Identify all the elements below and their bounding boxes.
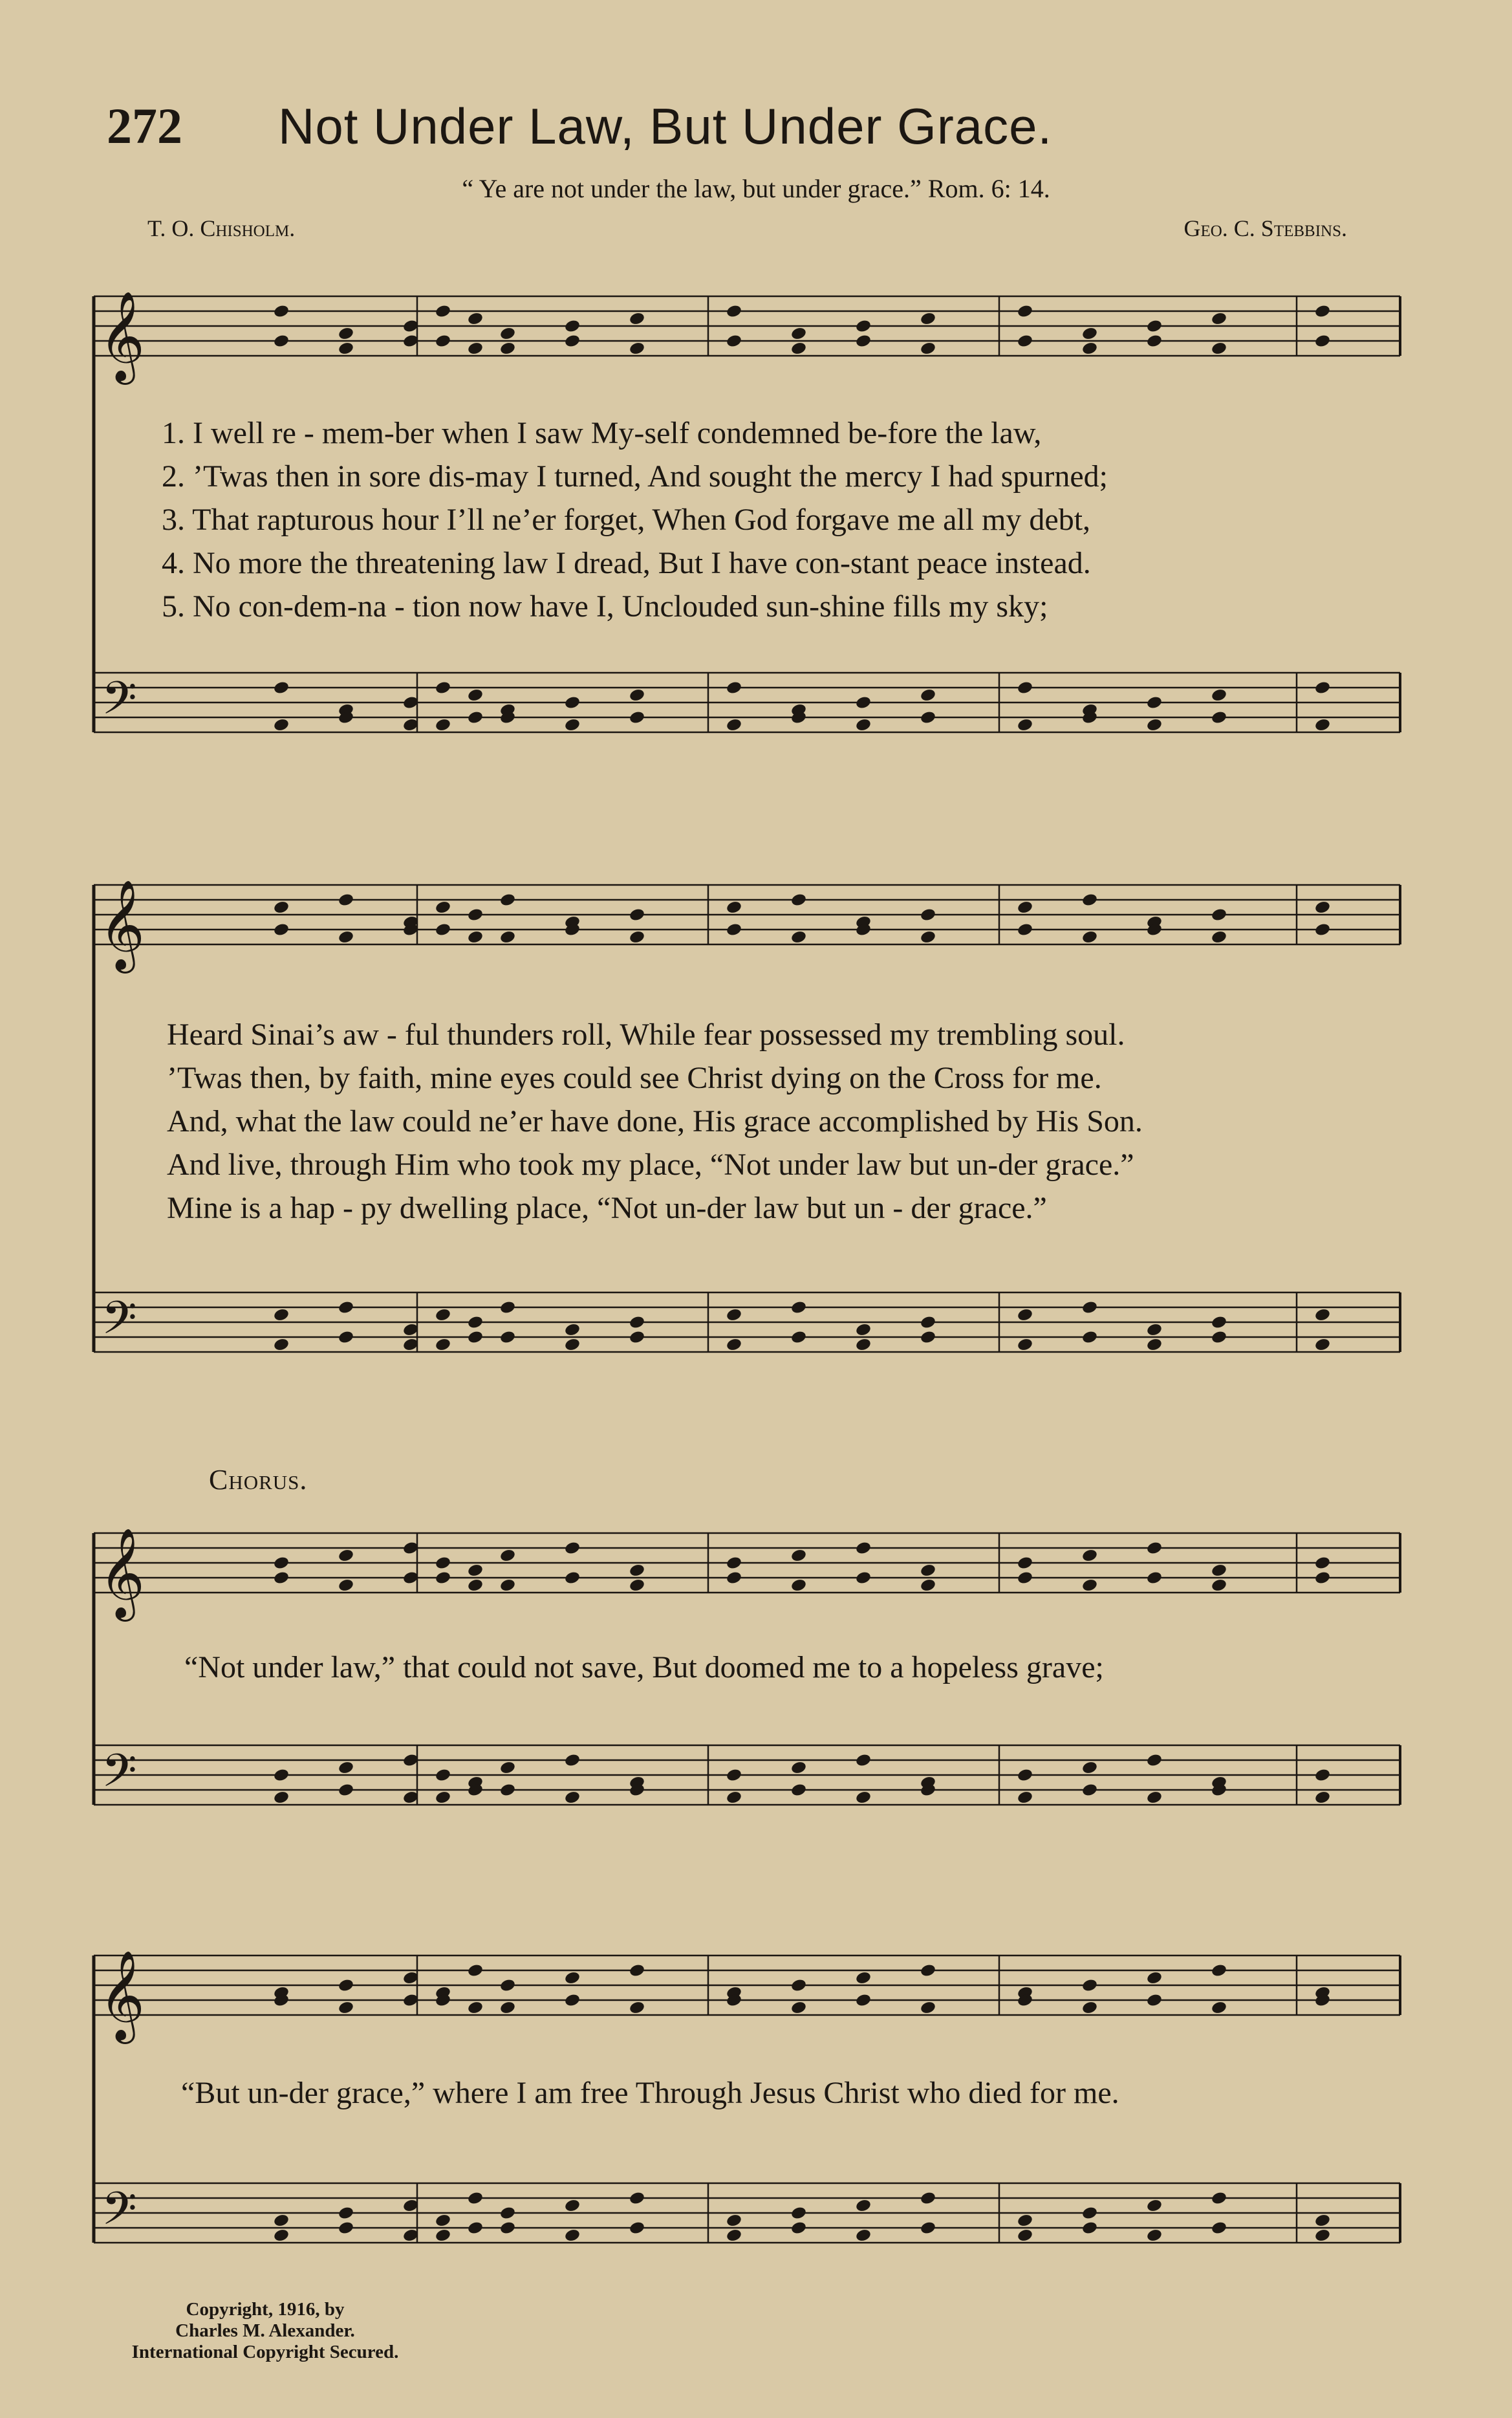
note-head bbox=[1211, 1315, 1227, 1330]
note-head bbox=[629, 908, 645, 922]
note-head bbox=[1081, 2000, 1098, 2015]
note-head bbox=[1081, 1330, 1098, 1345]
verse-2-part2: ’Twas then, by faith, mine eyes could see Christ dying on the Cross for me. bbox=[167, 1061, 1102, 1095]
note-head bbox=[435, 1337, 451, 1352]
note-head bbox=[467, 1563, 484, 1578]
note-head bbox=[920, 2221, 936, 2236]
note-head bbox=[790, 2206, 807, 2221]
note-head bbox=[1081, 1548, 1098, 1563]
note-head bbox=[1017, 1571, 1033, 1585]
verse-3-part1: 3. That rapturous hour I’ll ne’er forget, When God forgave me all my debt, bbox=[162, 503, 1091, 537]
note-head bbox=[467, 341, 484, 356]
note-head bbox=[1017, 334, 1033, 349]
note-head bbox=[726, 2213, 742, 2228]
note-head bbox=[467, 2191, 484, 2206]
verse-1-part1: 1. I well re - mem-ber when I saw My-self condemned be-fore the law, bbox=[162, 416, 1042, 450]
note-head bbox=[629, 1330, 645, 1345]
note-head bbox=[1211, 710, 1227, 725]
note-head bbox=[1146, 717, 1163, 732]
bass-clef-icon: 𝄢 bbox=[102, 1292, 137, 1356]
verse-5-part1: 5. No con-dem-na - tion now have I, Unclouded sun-shine fills my sky; bbox=[162, 589, 1048, 624]
note-head bbox=[1211, 311, 1227, 326]
note-head bbox=[1314, 900, 1331, 915]
note-head bbox=[790, 2000, 807, 2015]
note-head bbox=[726, 1337, 742, 1352]
note-head bbox=[1081, 1578, 1098, 1593]
note-head bbox=[920, 930, 936, 944]
note-head bbox=[499, 1578, 516, 1593]
note-head bbox=[499, 326, 516, 341]
note-head bbox=[726, 1307, 742, 1322]
note-head bbox=[273, 1571, 290, 1585]
note-head bbox=[629, 1563, 645, 1578]
chorus-line-2: “But un-der grace,” where I am free Through Jesus Christ who died for me. bbox=[181, 2076, 1119, 2110]
note-head bbox=[1017, 2228, 1033, 2243]
note-head bbox=[920, 2191, 936, 2206]
note-head bbox=[435, 1768, 451, 1783]
note-head bbox=[338, 341, 354, 356]
note-head bbox=[790, 1300, 807, 1315]
note-head bbox=[499, 1300, 516, 1315]
note-head bbox=[855, 1571, 872, 1585]
note-head bbox=[855, 717, 872, 732]
note-head bbox=[629, 1578, 645, 1593]
note-head bbox=[726, 304, 742, 319]
copyright-line-1: Copyright, 1916, by bbox=[186, 2299, 345, 2320]
note-head bbox=[564, 1571, 581, 1585]
note-head bbox=[467, 2000, 484, 2015]
note-head bbox=[1081, 2206, 1098, 2221]
note-head bbox=[1017, 1556, 1033, 1571]
note-head bbox=[1081, 2221, 1098, 2236]
note-head bbox=[499, 1760, 516, 1775]
note-head bbox=[1314, 304, 1331, 319]
note-head bbox=[1146, 1322, 1163, 1337]
note-head bbox=[1146, 1790, 1163, 1805]
note-head bbox=[467, 311, 484, 326]
note-head bbox=[564, 2228, 581, 2243]
note-head bbox=[790, 341, 807, 356]
note-head bbox=[1081, 893, 1098, 908]
note-head bbox=[1017, 1307, 1033, 1322]
note-head bbox=[1017, 1768, 1033, 1783]
note-head bbox=[435, 304, 451, 319]
note-head bbox=[1146, 1753, 1163, 1768]
note-head bbox=[338, 2206, 354, 2221]
note-head bbox=[1314, 922, 1331, 937]
note-head bbox=[338, 1330, 354, 1345]
note-head bbox=[273, 1337, 290, 1352]
note-head bbox=[564, 1337, 581, 1352]
note-head bbox=[629, 2000, 645, 2015]
note-head bbox=[435, 681, 451, 695]
note-head bbox=[855, 1337, 872, 1352]
note-head bbox=[338, 1760, 354, 1775]
chorus-heading: Chorus. bbox=[209, 1464, 308, 1496]
note-head bbox=[920, 1563, 936, 1578]
note-head bbox=[338, 1978, 354, 1993]
note-head bbox=[629, 930, 645, 944]
note-head bbox=[499, 2206, 516, 2221]
note-head bbox=[726, 1556, 742, 1571]
note-head bbox=[1017, 681, 1033, 695]
note-head bbox=[855, 1970, 872, 1985]
scripture-reference: “ Ye are not under the law, but under grace.” Rom. 6: 14. bbox=[462, 174, 1050, 203]
note-head bbox=[1211, 930, 1227, 944]
note-head bbox=[790, 1978, 807, 1993]
note-head bbox=[629, 311, 645, 326]
note-head bbox=[1146, 2228, 1163, 2243]
note-head bbox=[338, 2221, 354, 2236]
note-head bbox=[1017, 1337, 1033, 1352]
note-head bbox=[273, 1790, 290, 1805]
note-head bbox=[855, 1790, 872, 1805]
note-head bbox=[855, 334, 872, 349]
copyright-notice bbox=[123, 2299, 407, 2363]
bass-clef-icon: 𝄢 bbox=[102, 672, 137, 736]
note-head bbox=[338, 893, 354, 908]
note-head bbox=[1211, 908, 1227, 922]
note-head bbox=[564, 2198, 581, 2213]
note-head bbox=[338, 326, 354, 341]
note-head bbox=[467, 1963, 484, 1978]
note-head bbox=[1211, 2221, 1227, 2236]
note-head bbox=[1314, 1768, 1331, 1783]
note-head bbox=[435, 1307, 451, 1322]
note-head bbox=[1081, 1300, 1098, 1315]
note-head bbox=[1081, 326, 1098, 341]
verse-3-part2: And, what the law could ne’er have done, His grace accomplished by His Son. bbox=[167, 1104, 1143, 1138]
note-head bbox=[338, 2000, 354, 2015]
note-head bbox=[790, 1330, 807, 1345]
copyright-line-2: Charles M. Alexander. bbox=[175, 2320, 355, 2341]
note-head bbox=[467, 930, 484, 944]
note-head bbox=[1146, 1571, 1163, 1585]
copyright-line-3: International Copyright Secured. bbox=[131, 2342, 399, 2362]
note-head bbox=[467, 1330, 484, 1345]
note-head bbox=[920, 908, 936, 922]
note-head bbox=[1146, 1541, 1163, 1556]
note-head bbox=[499, 1548, 516, 1563]
note-head bbox=[920, 710, 936, 725]
note-head bbox=[499, 341, 516, 356]
note-head bbox=[1314, 1307, 1331, 1322]
verse-2-part1: 2. ’Twas then in sore dis-may I turned, And sought the mercy I had spurned; bbox=[162, 459, 1108, 494]
note-head bbox=[1314, 2213, 1331, 2228]
note-head bbox=[499, 1978, 516, 1993]
verse-4-part2: And live, through Him who took my place, “Not under law but un-der grace.” bbox=[167, 1148, 1134, 1182]
note-head bbox=[629, 1315, 645, 1330]
note-head bbox=[273, 681, 290, 695]
note-head bbox=[920, 1963, 936, 1978]
note-head bbox=[273, 334, 290, 349]
note-head bbox=[855, 319, 872, 334]
note-head bbox=[1081, 341, 1098, 356]
verse-5-part2: Mine is a hap - py dwelling place, “Not un-der law but un - der grace.” bbox=[167, 1191, 1047, 1225]
note-head bbox=[1017, 1790, 1033, 1805]
note-head bbox=[338, 1548, 354, 1563]
note-head bbox=[499, 1783, 516, 1798]
note-head bbox=[435, 900, 451, 915]
note-head bbox=[855, 1993, 872, 2008]
note-head bbox=[467, 710, 484, 725]
note-head bbox=[1314, 1790, 1331, 1805]
note-head bbox=[1211, 2191, 1227, 2206]
note-head bbox=[1146, 1993, 1163, 2008]
note-head bbox=[564, 695, 581, 710]
note-head bbox=[920, 1578, 936, 1593]
note-head bbox=[726, 1768, 742, 1783]
note-head bbox=[1081, 1783, 1098, 1798]
treble-clef-icon: 𝄞 bbox=[99, 1528, 145, 1618]
note-head bbox=[855, 2198, 872, 2213]
note-head bbox=[1314, 717, 1331, 732]
note-head bbox=[435, 2228, 451, 2243]
note-head bbox=[435, 1571, 451, 1585]
note-head bbox=[790, 326, 807, 341]
note-head bbox=[273, 1307, 290, 1322]
note-head bbox=[726, 334, 742, 349]
note-head bbox=[855, 2228, 872, 2243]
note-head bbox=[726, 717, 742, 732]
note-head bbox=[564, 1790, 581, 1805]
note-head bbox=[435, 922, 451, 937]
note-head bbox=[790, 893, 807, 908]
note-head bbox=[1314, 681, 1331, 695]
note-head bbox=[1314, 334, 1331, 349]
note-head bbox=[920, 1330, 936, 1345]
note-head bbox=[338, 930, 354, 944]
note-head bbox=[564, 334, 581, 349]
note-head bbox=[726, 681, 742, 695]
note-head bbox=[1314, 2228, 1331, 2243]
chorus-line-1: “Not under law,” that could not save, But doomed me to a hopeless grave; bbox=[184, 1650, 1104, 1684]
verse-4-part1: 4. No more the threatening law I dread, But I have con-stant peace instead. bbox=[162, 546, 1091, 580]
note-head bbox=[629, 2191, 645, 2206]
note-head bbox=[338, 1783, 354, 1798]
note-head bbox=[273, 922, 290, 937]
note-head bbox=[726, 2228, 742, 2243]
note-head bbox=[435, 2213, 451, 2228]
note-head bbox=[1314, 1571, 1331, 1585]
note-head bbox=[1017, 304, 1033, 319]
note-head bbox=[338, 1578, 354, 1593]
note-head bbox=[855, 1753, 872, 1768]
note-head bbox=[629, 688, 645, 703]
verse-1-part2: Heard Sinai’s aw - ful thunders roll, While fear possessed my trembling soul. bbox=[167, 1018, 1125, 1052]
note-head bbox=[499, 2000, 516, 2015]
verses-part2 bbox=[167, 1013, 1143, 1230]
note-head bbox=[1211, 2000, 1227, 2015]
note-head bbox=[629, 341, 645, 356]
note-head bbox=[790, 930, 807, 944]
note-head bbox=[1146, 334, 1163, 349]
note-head bbox=[435, 334, 451, 349]
note-head bbox=[855, 1541, 872, 1556]
note-head bbox=[499, 930, 516, 944]
note-head bbox=[1314, 1556, 1331, 1571]
note-head bbox=[1211, 1963, 1227, 1978]
note-head bbox=[1211, 1578, 1227, 1593]
note-head bbox=[1146, 1337, 1163, 1352]
note-head bbox=[1081, 930, 1098, 944]
note-head bbox=[1146, 2198, 1163, 2213]
note-head bbox=[920, 311, 936, 326]
note-head bbox=[435, 717, 451, 732]
note-head bbox=[726, 900, 742, 915]
note-head bbox=[435, 1556, 451, 1571]
note-head bbox=[1017, 2213, 1033, 2228]
treble-clef-icon: 𝄞 bbox=[99, 880, 145, 970]
note-head bbox=[1211, 1563, 1227, 1578]
note-head bbox=[1146, 695, 1163, 710]
note-head bbox=[920, 1315, 936, 1330]
hymn-title: Not Under Law, But Under Grace. bbox=[278, 98, 1053, 155]
note-head bbox=[467, 908, 484, 922]
note-head bbox=[273, 1768, 290, 1783]
note-head bbox=[1146, 1970, 1163, 1985]
note-head bbox=[435, 1790, 451, 1805]
note-head bbox=[790, 1760, 807, 1775]
note-head bbox=[629, 710, 645, 725]
note-head bbox=[273, 717, 290, 732]
hymn-number: 272 bbox=[107, 98, 182, 154]
note-head bbox=[790, 1783, 807, 1798]
note-head bbox=[790, 1548, 807, 1563]
note-head bbox=[1211, 688, 1227, 703]
note-head bbox=[1081, 1760, 1098, 1775]
note-head bbox=[499, 2221, 516, 2236]
note-head bbox=[726, 922, 742, 937]
treble-clef-icon: 𝄞 bbox=[99, 1950, 145, 2040]
note-head bbox=[1146, 319, 1163, 334]
note-head bbox=[273, 2228, 290, 2243]
note-head bbox=[564, 1753, 581, 1768]
note-head bbox=[467, 2221, 484, 2236]
composer-credit: Geo. C. Stebbins. bbox=[1183, 215, 1347, 241]
bass-clef-icon: 𝄢 bbox=[102, 1745, 137, 1809]
note-head bbox=[855, 695, 872, 710]
note-head bbox=[790, 1578, 807, 1593]
lyricist-credit: T. O. Chisholm. bbox=[147, 215, 296, 241]
note-head bbox=[1017, 900, 1033, 915]
note-head bbox=[467, 688, 484, 703]
note-head bbox=[564, 1541, 581, 1556]
note-head bbox=[1211, 341, 1227, 356]
note-head bbox=[920, 688, 936, 703]
note-head bbox=[564, 1970, 581, 1985]
note-head bbox=[499, 893, 516, 908]
note-head bbox=[273, 304, 290, 319]
note-head bbox=[273, 1556, 290, 1571]
note-head bbox=[726, 1790, 742, 1805]
treble-clef-icon: 𝄞 bbox=[99, 291, 145, 381]
note-head bbox=[564, 717, 581, 732]
note-head bbox=[629, 1963, 645, 1978]
note-head bbox=[1314, 1337, 1331, 1352]
note-head bbox=[920, 341, 936, 356]
note-head bbox=[1211, 1330, 1227, 1345]
verses-part1 bbox=[162, 411, 1108, 628]
note-head bbox=[790, 2221, 807, 2236]
note-head bbox=[273, 900, 290, 915]
note-head bbox=[273, 2213, 290, 2228]
note-head bbox=[499, 1330, 516, 1345]
note-head bbox=[629, 2221, 645, 2236]
bass-clef-icon: 𝄢 bbox=[102, 2183, 137, 2247]
note-head bbox=[564, 1322, 581, 1337]
note-head bbox=[1017, 717, 1033, 732]
note-head bbox=[1017, 922, 1033, 937]
note-head bbox=[467, 1315, 484, 1330]
note-head bbox=[467, 1578, 484, 1593]
note-head bbox=[726, 1571, 742, 1585]
note-head bbox=[338, 1300, 354, 1315]
note-head bbox=[855, 1322, 872, 1337]
note-head bbox=[920, 2000, 936, 2015]
note-head bbox=[1081, 1978, 1098, 1993]
note-head bbox=[564, 1993, 581, 2008]
note-head bbox=[564, 319, 581, 334]
